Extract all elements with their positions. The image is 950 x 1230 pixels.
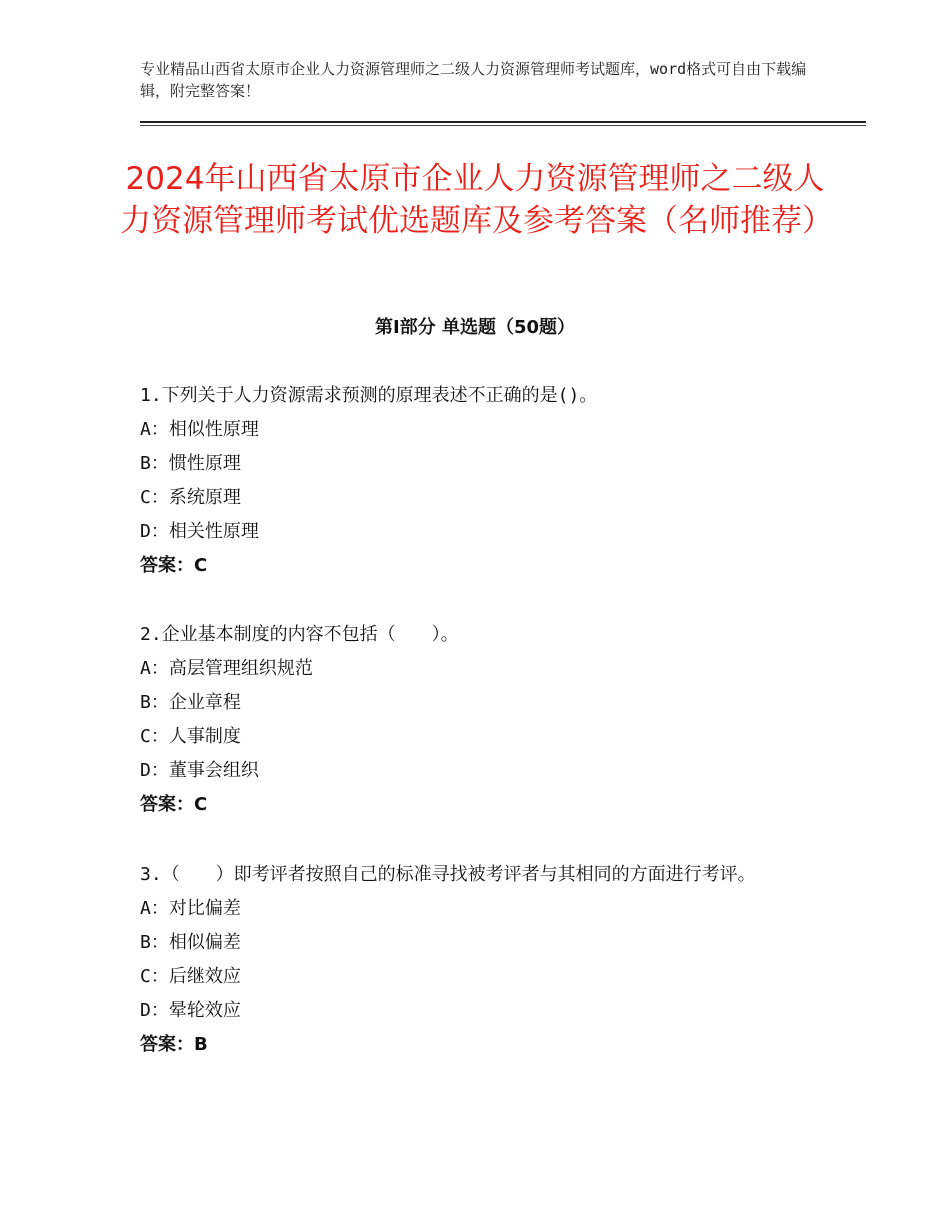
option-b: B：惯性原理 xyxy=(140,453,241,474)
header-divider-thick xyxy=(140,121,866,123)
option-c: C：人事制度 xyxy=(140,726,241,747)
question-1 xyxy=(140,379,820,583)
option-d: D：董事会组织 xyxy=(140,760,259,781)
header-note: 专业精品山西省太原市企业人力资源管理师之二级人力资源管理师考试题库，word格式可自由下载编辑，附完整答案！ xyxy=(140,60,807,100)
option-b: B：相似偏差 xyxy=(140,932,241,953)
option-d: D：相关性原理 xyxy=(140,521,259,542)
option-c: C：系统原理 xyxy=(140,487,241,508)
answer-line: 答案：C xyxy=(140,555,208,576)
question-text: 2.企业基本制度的内容不包括（ ）。 xyxy=(140,624,459,645)
question-text: 3.（ ）即考评者按照自己的标准寻找被考评者与其相同的方面进行考评。 xyxy=(140,864,756,885)
question-text: 1.下列关于人力资源需求预测的原理表述不正确的是()。 xyxy=(140,385,598,406)
option-b: B：企业章程 xyxy=(140,692,241,713)
answer-line: 答案：C xyxy=(140,794,208,815)
answer-line: 答案：B xyxy=(140,1034,208,1055)
document-title: 2024年山西省太原市企业人力资源管理师之二级人力资源管理师考试优选题库及参考答案（名师推荐） xyxy=(120,161,833,239)
option-d: D：晕轮效应 xyxy=(140,1000,241,1021)
question-2 xyxy=(140,618,820,822)
section-heading: 第Ⅰ部分 单选题（50题） xyxy=(374,317,575,338)
option-a: A：对比偏差 xyxy=(140,898,241,919)
option-a: A：高层管理组织规范 xyxy=(140,658,313,679)
header-divider-thin xyxy=(140,125,866,126)
question-3 xyxy=(140,858,820,1062)
option-a: A：相似性原理 xyxy=(140,419,259,440)
option-c: C：后继效应 xyxy=(140,966,241,987)
